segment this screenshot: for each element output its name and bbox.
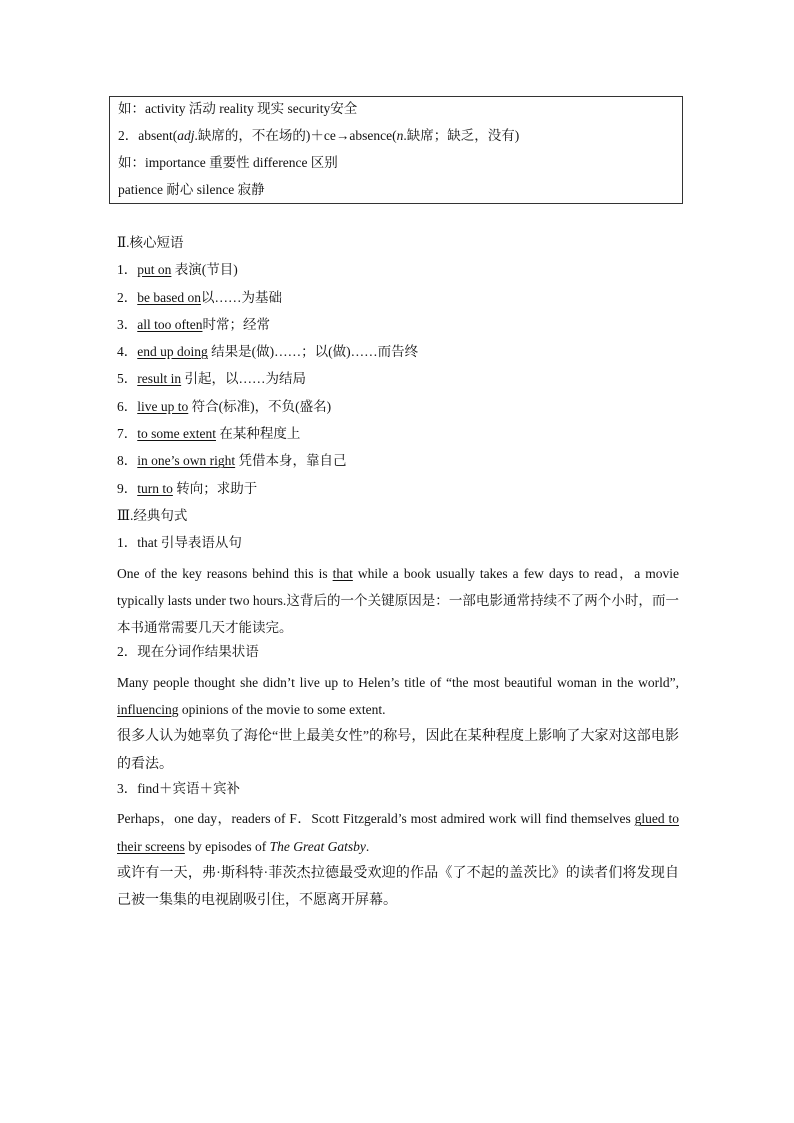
box-line-1 (118, 99, 682, 126)
sentence-1-text-a: One of the key reasons behind this is (117, 565, 333, 581)
phrase-text: put on (137, 262, 172, 278)
sentence-3-underline: glued to their screens (117, 811, 680, 854)
sentence-3-english (117, 805, 679, 860)
phrase-meaning: 符合(标准)，不负(盛名) (188, 398, 332, 414)
sentence-2-english (117, 669, 679, 724)
sentence-1-text-b: while a book usually takes a few days to read，a movie typically lasts under two hours. (117, 565, 679, 608)
main-content (117, 232, 679, 914)
phrase-item (117, 314, 679, 341)
box-line-2-adj: adj (177, 128, 195, 143)
phrase-number: 3． (117, 316, 138, 332)
box-line-2-n: n (396, 128, 404, 143)
phrase-meaning: 转向；求助于 (172, 480, 258, 496)
phrase-item (117, 478, 679, 505)
sentence-1-underline: that (332, 565, 353, 581)
box-line-2-text-a: 2．absent( (118, 128, 178, 143)
sentence-3-title-italic: The Great Gatsby (269, 838, 366, 854)
sentence-1-english (117, 560, 679, 642)
word-formation-box (109, 96, 683, 204)
box-line-1-text: 如：activity 活动 reality 现实 security安全 (118, 101, 358, 116)
box-line-2 (118, 126, 682, 153)
phrase-item (117, 341, 679, 368)
box-line-4 (118, 180, 682, 207)
phrase-text: to some extent (137, 426, 216, 442)
phrase-item (117, 423, 679, 450)
sentences-heading: Ⅲ.经典句式 (117, 507, 188, 523)
phrase-number: 8． (117, 453, 138, 469)
sentence-3-text-c: . (365, 838, 370, 854)
phrase-meaning: 时常；经常 (202, 316, 270, 332)
phrase-text: all too often (137, 316, 203, 332)
phrase-number: 5． (117, 371, 138, 387)
phrase-text: end up doing (137, 344, 208, 360)
phrase-number: 4． (117, 344, 138, 360)
phrase-text: live up to (137, 398, 189, 414)
sentence-3-chinese: 或许有一天，弗·斯科特·菲茨杰拉德最受欢迎的作品《了不起的盖茨比》的读者们将发现自己被一集集的电视剧吸引住，不愿离开屏幕。 (117, 865, 679, 909)
phrase-meaning: 凭借本身，靠自己 (235, 453, 347, 469)
box-line-2-text-c: .缺席；缺乏，没有) (403, 128, 520, 143)
sentence-3-text-a: Perhaps，one day，readers of F．Scott Fitzgerald’s most admired work will find themselves (117, 811, 635, 827)
phrase-item (117, 259, 679, 286)
phrase-text: result in (137, 371, 182, 387)
phrase-number: 6． (117, 398, 138, 414)
phrase-item (117, 396, 679, 423)
phrases-heading: Ⅱ.核心短语 (117, 235, 184, 250)
phrase-meaning: 以……为基础 (200, 289, 282, 305)
phrase-meaning: 在某种程度上 (215, 426, 301, 442)
phrase-number: 7． (117, 426, 138, 442)
phrase-item (117, 287, 679, 314)
sentence-2-title: 2．现在分词作结果状语 (117, 644, 259, 660)
sentence-2-chinese: 很多人认为她辜负了海伦“世上最美女性”的称号，因此在某种程度上影响了大家对这部电影的看法。 (117, 729, 679, 772)
sentence-3-title: 3．find＋宾语＋宾补 (117, 780, 240, 796)
phrase-number: 2． (117, 289, 138, 305)
box-line-4-text: patience 耐心 silence 寂静 (118, 182, 265, 197)
box-line-3 (118, 153, 682, 180)
phrase-number: 1． (117, 262, 138, 278)
phrase-item (117, 450, 679, 477)
box-line-2-text-b: .缺席的，不在场的)＋ce→absence( (194, 128, 397, 143)
sentence-2-text-a: Many people thought she didn’t live up to Helen’s title of “the most beautiful woman in the world”, (117, 674, 679, 690)
phrase-item (117, 368, 679, 395)
phrase-meaning: 结果是(做)……；以(做)……而告终 (207, 344, 419, 360)
sentence-2-text-b: opinions of the movie to some extent. (178, 702, 386, 718)
phrase-meaning: 引起，以……为结局 (181, 371, 306, 387)
sentence-2-underline: influencing (117, 702, 179, 718)
sentence-3-text-b: by episodes of (184, 838, 270, 854)
phrase-number: 9． (117, 480, 138, 496)
sentence-1-chinese: 这背后的一个关键原因是：一部电影通常持续不了两个小时，而一本书通常需要几天才能读完。 (117, 592, 680, 636)
sentence-1-title: 1．that 引导表语从句 (117, 535, 242, 551)
phrase-text: in one’s own right (137, 453, 236, 469)
phrase-text: turn to (137, 480, 173, 496)
phrase-meaning: 表演(节目) (171, 262, 238, 278)
phrase-text: be based on (137, 289, 201, 305)
box-line-3-text: 如：importance 重要性 difference 区别 (118, 155, 338, 170)
